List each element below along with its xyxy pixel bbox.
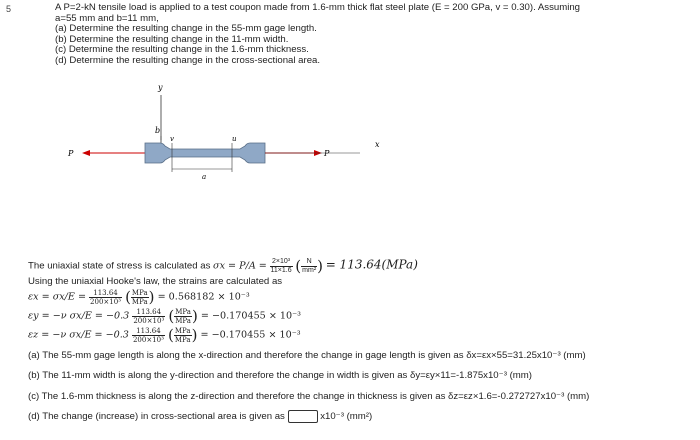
label-a: a [202,173,207,181]
problem-line-2: a=55 mm and b=11 mm, [55,12,159,24]
answer-a: (a) The 55-mm gage length is along the x-direction and therefore the change in gage length is given as δx=εx×55=31.25x10⁻³ (mm) [28,350,586,361]
stress-fraction: $\frac{\text{2×10³}}{11\times 1.6}$ [270,257,292,274]
hooke-intro: Using the uniaxial Hooke's law, the strains are calculated as [28,276,283,287]
label-y: y [158,83,163,92]
coupon-outline [145,143,265,163]
label-P-left: P [68,149,74,158]
strain-x: εx = σx/E = $\frac{113.64}{\text{200×10³}}$ ( $\frac{\text{MPa}}{\text{MPa}}$ ) = 0.568182 × 10⁻³ [28,288,250,306]
stress-result: = 113.64(MPa) [325,257,418,272]
label-b: b [155,126,161,135]
left-load-arrow [82,150,90,156]
problem-part-b: (b) Determine the resulting change in the 11-mm width. [55,33,289,45]
strain-z: εz = −ν σx/E = −0.3 $\frac{113.64}{\text{200×10³}}$ ( $\frac{\text{MPa}}{\text{MPa}}$ ) = −0.170455 × 10⁻³ [28,326,301,344]
problem-line-1: A P=2-kN tensile load is applied to a test coupon made from 1.6-mm thick flat steel plate (E = 200 GPa, v = 0.30). Assuming [55,2,580,13]
answer-b: (b) The 11-mm width is along the y-direction and therefore the change in width is given as δy=εy×11=-1.875x10⁻³ (mm) [28,370,532,381]
strain-y: εy = −ν σx/E = −0.3 $\frac{113.64}{\text{200×10³}}$ ( $\frac{\text{MPa}}{\text{MPa}}$ ) = −0.170455 × 10⁻³ [28,307,302,325]
stress-intro: The uniaxial state of stress is calculated as [28,260,211,272]
answer-d-input[interactable] [288,410,318,423]
page-number: 5 [6,4,12,14]
answer-c: (c) The 1.6-mm thickness is along the z-direction and therefore the change in thickness is given as δz=εz×1.6=-0.272727x10⁻³ (mm) [28,391,590,402]
problem-part-a: (a) Determine the resulting change in the 55-mm gage length. [55,23,317,35]
problem-part-c: (c) Determine the resulting change in the 1.6-mm thickness. [55,44,309,56]
test-coupon-figure [60,80,400,190]
answer-d: (d) The change (increase) in cross-sectional area is given as x10⁻³ (mm²) [28,411,373,423]
label-P-right: P [324,149,330,158]
problem-statement [55,3,655,67]
label-u: u [232,135,237,143]
stress-line: The uniaxial state of stress is calculated as σx = P/A = $\frac{\text{2×10³}}{11\times 1.6}$ ( $\frac{N}{\text{mm²}}$ ) = 113.64(MPa) [28,257,418,275]
stress-unit: $\frac{N}{\text{mm²}}$ [302,257,317,274]
label-v: v [170,135,174,143]
problem-part-d: (d) Determine the resulting change in the cross-sectional area. [55,54,321,66]
stress-symbol: σx = P/A = [213,260,267,272]
label-x: x [375,140,380,149]
